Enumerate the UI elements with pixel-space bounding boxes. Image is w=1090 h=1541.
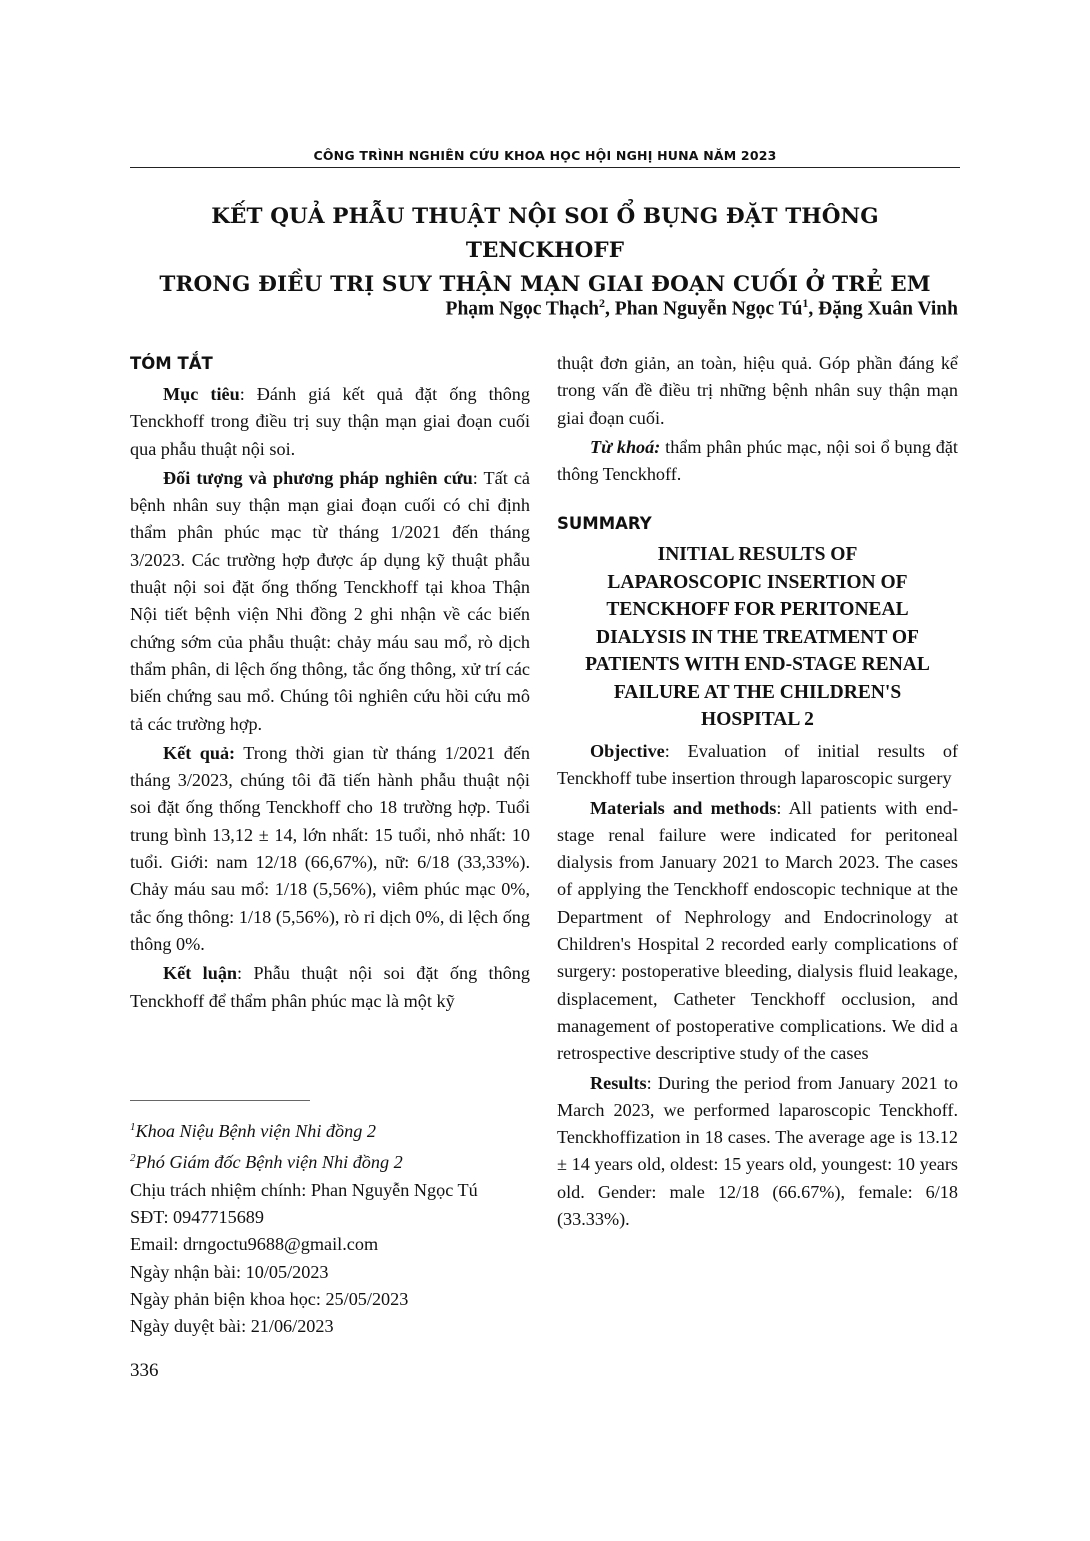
conclusion-label: Kết luận bbox=[163, 963, 238, 984]
summary-methods-label: Materials and methods bbox=[590, 797, 777, 818]
abstract-objective bbox=[130, 381, 530, 463]
corresponding-author: Chịu trách nhiệm chính: Phan Nguyễn Ngọc Tú bbox=[130, 1179, 478, 1200]
objective-label: Mục tiêu bbox=[163, 384, 240, 404]
summary-objective-text: : Evaluation of initial results of Tenckhoff tube insertion through laparoscopic surgery bbox=[557, 740, 958, 789]
methods-text: : Tất cả bệnh nhân suy thận mạn giai đoạn cuối có chỉ định thẩm phân phúc mạc từ tháng 1/2021 đến tháng 3/2023. Các trường hợp được áp dụng kỹ thuật phẫu thuật nội soi đặt ống thống Tenckhoff tại khoa Thận Nội tiết bệnh viện Nhi đồng 2 ghi nhận về các biến chứng sớm của phẫu thuật: chảy máu sau mổ, rò dịch thẩm phân, di lệch ống thông, tắc ống thông, xử trí các biến chứng sau mổ. Chúng tôi nghiên cứu hồi cứu mô tả các trường hợp. bbox=[130, 467, 530, 734]
abstract-conclusion bbox=[130, 960, 530, 1015]
summary-objective bbox=[557, 738, 958, 793]
phone: SĐT: 0947715689 bbox=[130, 1207, 264, 1228]
footnote-rule bbox=[130, 1100, 310, 1101]
footnotes bbox=[130, 1114, 550, 1341]
abstract-heading: TÓM TẮT bbox=[130, 354, 213, 373]
results-text: Trong thời gian từ tháng 1/2021 đến tháng 3/2023, chúng tôi đã tiến hành phẫu thuật nội soi đặt ống thống Tenckhoff cho 18 trường hợp. Tuổi trung bình 13,12 ± 14, lớn nhất: 15 tuổi, nhỏ nhất: 10 tuổi. Giới: nam 12/18 (66,67%), nữ: 6/18 (33,33%). Chảy máu sau mổ: 1/18 (5,56%), viêm phúc mạc 0%, tắc ống thông: 1/18 (5,56%), rò rỉ dịch 0%, di lệch ống thông 0%. bbox=[130, 742, 530, 954]
author-1: Phạm Ngọc Thạch bbox=[445, 298, 600, 320]
summary-title-line: HOSPITAL 2 bbox=[701, 709, 814, 731]
author-separator: , bbox=[605, 298, 615, 320]
summary-objective-label: Objective bbox=[590, 740, 665, 761]
summary-methods-text: : All patients with end-stage renal failure were indicated for peritoneal dialysis from January 2021 to March 2023. The cases of applying the Tenckhoff endoscopic technique at the Department of Nephrology and Endocrinology at Children's Hospital 2 recorded early complications of surgery: postoperative bleeding, dialysis fluid leakage, displacement, Catheter Tenckhoff occlusion, and management of postoperative complications. We did a retrospective descriptive study of the cases bbox=[557, 797, 958, 1064]
date-accepted: Ngày duyệt bài: 21/06/2023 bbox=[130, 1316, 334, 1337]
keywords bbox=[557, 434, 958, 489]
summary-title bbox=[557, 541, 958, 734]
date-reviewed: Ngày phản biện khoa học: 25/05/2023 bbox=[130, 1288, 409, 1309]
summary-results-text: : During the period from January 2021 to March 2023, we performed laparoscopic Tenckhoff. Tenckhoffization in 18 cases. The average age is 13.12 ± 14 years old, oldest: 15 years old, youngest: 10 years old. Gender: male 12/18 (66.67%), female: 6/18 (33.33%). bbox=[557, 1072, 958, 1230]
keywords-text: thẩm phân phúc mạc, nội soi ổ bụng đặt thông Tenckhoff. bbox=[557, 436, 958, 485]
keywords-label: Từ khoá: bbox=[590, 436, 661, 457]
right-column bbox=[557, 350, 958, 1235]
page-number: 336 bbox=[130, 1360, 159, 1381]
author-3: Đặng Xuân Vinh bbox=[818, 298, 958, 320]
summary-title-line: PATIENTS WITH END-STAGE RENAL bbox=[585, 654, 930, 676]
title-line-2: TRONG ĐIỀU TRỊ SUY THẬN MẠN GIAI ĐOẠN CUỐI Ở TRẺ EM bbox=[159, 272, 931, 297]
summary-title-line: LAPAROSCOPIC INSERTION OF bbox=[607, 571, 908, 593]
date-received: Ngày nhận bài: 10/05/2023 bbox=[130, 1261, 329, 1282]
footnote-affiliation-2: $^2$Phó Giám đốc Bệnh viện Nhi đồng 2 bbox=[130, 1152, 403, 1173]
summary-results bbox=[557, 1070, 958, 1234]
objective-text: : Đánh giá kết quả đặt ống thông Tenckhoff trong điều trị suy thận mạn giai đoạn cuối qua phẫu thuật nội soi. bbox=[130, 384, 530, 459]
title-line-1: KẾT QUẢ PHẪU THUẬT NỘI SOI Ổ BỤNG ĐẶT THÔNG TENCKHOFF bbox=[211, 204, 879, 263]
article-title bbox=[130, 200, 960, 302]
header-rule bbox=[130, 167, 960, 168]
conclusion-text: : Phẫu thuật nội soi đặt ống thông Tenckhoff để thẩm phân phúc mạc là một kỹ bbox=[130, 963, 530, 1011]
methods-label: Đối tượng và phương pháp nghiên cứu bbox=[163, 467, 473, 488]
summary-title-line: TENCKHOFF FOR PERITONEAL bbox=[606, 599, 909, 621]
footnote-affiliation-1: $^1$Khoa Niệu Bệnh viện Nhi đồng 2 bbox=[130, 1121, 376, 1142]
author-1-affiliation: 2 bbox=[599, 296, 606, 310]
email: Email: drngoctu9688@gmail.com bbox=[130, 1234, 379, 1255]
abstract-methods bbox=[130, 465, 530, 738]
summary-methods bbox=[557, 795, 958, 1068]
summary-results-label: Results bbox=[590, 1072, 647, 1093]
summary-title-line: FAILURE AT THE CHILDREN'S bbox=[613, 681, 902, 703]
abstract-results bbox=[130, 740, 530, 958]
author-2: Phan Nguyễn Ngọc Tú bbox=[614, 298, 803, 320]
summary-heading: SUMMARY bbox=[557, 514, 652, 534]
author-separator: , bbox=[808, 298, 819, 320]
summary-title-line: INITIAL RESULTS OF bbox=[657, 544, 858, 566]
running-header: CÔNG TRÌNH NGHIÊN CỨU KHOA HỌC HỘI NGHỊ HUNA NĂM 2023 bbox=[313, 148, 777, 163]
conclusion-continued: thuật đơn giản, an toàn, hiệu quả. Góp phần đáng kể trong vấn đề điều trị những bệnh nhân suy thận mạn giai đoạn cuối. bbox=[557, 353, 958, 428]
summary-title-line: DIALYSIS IN THE TREATMENT OF bbox=[596, 626, 919, 648]
results-label: Kết quả: bbox=[163, 742, 236, 763]
left-column bbox=[130, 350, 530, 1017]
author-2-affiliation: 1 bbox=[802, 296, 809, 310]
author-list bbox=[446, 296, 958, 321]
